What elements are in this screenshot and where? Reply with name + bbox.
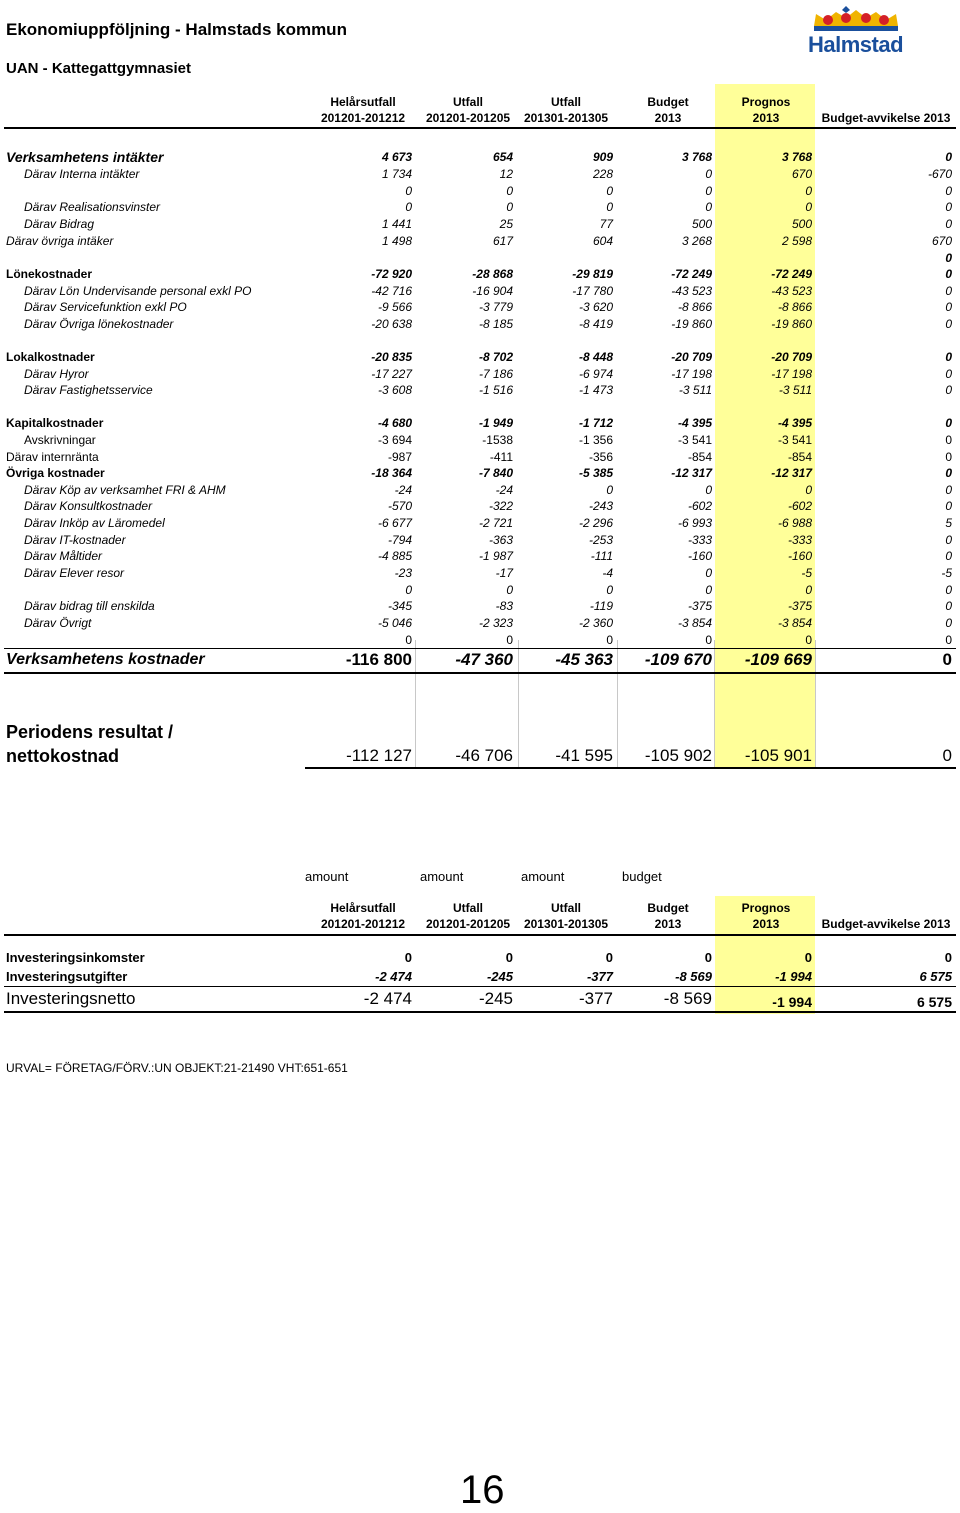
row-value: -794 xyxy=(387,533,412,547)
amount-type-label: amount xyxy=(521,869,565,884)
row-value: -2 296 xyxy=(578,516,613,530)
row-value: 0 xyxy=(405,633,412,647)
invest-net-value: -1 994 xyxy=(772,994,812,1010)
row-value: 0 xyxy=(945,367,952,381)
row-value: -1538 xyxy=(482,433,513,447)
row-value: 0 xyxy=(705,167,712,181)
row-value: -29 819 xyxy=(572,267,613,281)
row-label: Därav internränta xyxy=(6,450,99,464)
row-value: 2 598 xyxy=(781,234,812,248)
row-value: 0 xyxy=(945,533,952,547)
row-value: 0 xyxy=(945,466,952,480)
row-label: Därav Måltider xyxy=(24,549,103,563)
invest-row-label: Investeringsinkomster xyxy=(6,950,145,965)
row-value: 0 xyxy=(606,633,613,647)
row-value: 0 xyxy=(705,583,712,597)
row-value: -411 xyxy=(489,450,513,464)
row-value: -6 988 xyxy=(777,516,812,530)
invest-row-value: -245 xyxy=(486,969,513,984)
row-value: -333 xyxy=(687,533,712,547)
row-value: -8 702 xyxy=(478,350,513,364)
invest-row-value: 0 xyxy=(704,950,712,965)
row-value: -345 xyxy=(387,599,412,613)
row-value: 617 xyxy=(492,234,513,248)
row-value: -19 860 xyxy=(771,317,812,331)
invest-net-label: Investeringsnetto xyxy=(6,989,136,1008)
result-rule xyxy=(305,767,956,769)
row-label: Därav Övrigt xyxy=(24,616,92,630)
row-value: 0 xyxy=(945,284,952,298)
column-header-line2: 2013 xyxy=(654,111,682,125)
row-value: 670 xyxy=(791,167,812,181)
row-value: 0 xyxy=(945,317,952,331)
row-value: -72 920 xyxy=(371,267,412,281)
row-value: -9 566 xyxy=(377,300,412,314)
row-label: Därav Realisationsvinster xyxy=(24,200,161,214)
row-value: -1 516 xyxy=(478,383,513,397)
invest-row-value: -1 994 xyxy=(775,969,812,984)
total-costs-value: 0 xyxy=(942,650,952,669)
row-value: 0 xyxy=(945,499,952,513)
logo-text: Halmstad xyxy=(808,32,904,57)
row-value: -4 xyxy=(602,566,613,580)
row-value: -20 835 xyxy=(371,350,412,364)
row-value: -356 xyxy=(588,450,613,464)
row-value: -6 677 xyxy=(377,516,412,530)
row-label: Därav Interna intäkter xyxy=(24,167,140,181)
amount-type-label: amount xyxy=(305,869,349,884)
row-label: Därav Inköp av Läromedel xyxy=(24,516,165,530)
row-value: 0 xyxy=(705,633,712,647)
row-value: 0 xyxy=(945,450,952,464)
row-label: Avskrivningar xyxy=(24,433,96,447)
row-value: -1 949 xyxy=(478,416,513,430)
invest-row-value: 0 xyxy=(404,950,412,965)
page-number: 16 xyxy=(460,1468,505,1512)
row-value: 77 xyxy=(599,217,613,231)
total-costs-value: -45 363 xyxy=(555,650,613,669)
row-value: -28 868 xyxy=(472,267,513,281)
row-value: -72 249 xyxy=(771,267,812,281)
row-value: -4 395 xyxy=(677,416,712,430)
row-value: 0 xyxy=(805,184,812,198)
column-header-line1: Helårsutfall xyxy=(330,95,396,109)
row-value: -333 xyxy=(787,533,812,547)
row-value: -4 680 xyxy=(377,416,412,430)
row-label: Därav Konsultkostnader xyxy=(24,499,153,513)
invest-row-value: 0 xyxy=(505,950,513,965)
invest-header-line1: Utfall xyxy=(453,901,483,915)
row-value: 5 xyxy=(945,516,952,530)
row-value: 0 xyxy=(805,483,812,497)
row-value: 909 xyxy=(592,150,613,164)
row-value: -3 541 xyxy=(777,433,812,447)
invest-net-value: 6 575 xyxy=(916,994,952,1010)
row-value: 3 768 xyxy=(781,150,812,164)
row-value: -12 317 xyxy=(771,466,812,480)
row-value: 654 xyxy=(492,150,513,164)
row-value: 0 xyxy=(945,599,952,613)
row-value: 0 xyxy=(705,483,712,497)
row-label: Därav Köp av verksamhet FRI & AHM xyxy=(24,483,226,497)
row-value: 0 xyxy=(705,566,712,580)
row-value: 3 768 xyxy=(681,150,712,164)
row-value: -20 709 xyxy=(771,350,812,364)
invest-net-bottom-rule xyxy=(4,1011,956,1013)
row-value: -8 866 xyxy=(777,300,812,314)
result-value: -112 127 xyxy=(346,746,412,765)
row-label: Därav bidrag till enskilda xyxy=(24,599,155,613)
row-value: 670 xyxy=(931,234,952,248)
invest-header-line2: 201201-201212 xyxy=(320,917,406,931)
invest-header-line2: 2013 xyxy=(752,917,780,931)
invest-header-rule xyxy=(4,934,956,936)
row-value: -3 854 xyxy=(777,616,812,630)
row-value: -18 364 xyxy=(371,466,412,480)
invest-header-line2: Budget-avvikelse 2013 xyxy=(821,917,951,931)
row-value: -24 xyxy=(495,483,513,497)
row-value: -3 541 xyxy=(677,433,712,447)
row-value: -3 854 xyxy=(677,616,712,630)
row-value: -20 638 xyxy=(371,317,412,331)
row-value: 0 xyxy=(805,583,812,597)
result-value: -105 901 xyxy=(744,746,812,765)
row-value: -3 694 xyxy=(377,433,412,447)
row-value: -2 360 xyxy=(578,616,613,630)
column-header-line2: 201201-201205 xyxy=(425,111,511,125)
row-value: -16 904 xyxy=(472,284,513,298)
row-value: 228 xyxy=(592,167,613,181)
amount-type-label: budget xyxy=(622,869,662,884)
row-value: 3 268 xyxy=(681,234,712,248)
row-value: 0 xyxy=(606,200,613,214)
row-value: 0 xyxy=(945,416,952,430)
row-value: -987 xyxy=(387,450,412,464)
row-value: -363 xyxy=(488,533,513,547)
column-header-line2: Budget-avvikelse 2013 xyxy=(821,111,951,125)
row-value: -8 185 xyxy=(478,317,513,331)
row-value: -1 473 xyxy=(578,383,613,397)
row-value: 0 xyxy=(945,300,952,314)
row-value: 0 xyxy=(606,184,613,198)
row-value: 0 xyxy=(945,549,952,563)
row-value: 25 xyxy=(499,217,513,231)
row-value: 500 xyxy=(691,217,712,231)
row-label: Lönekostnader xyxy=(6,267,93,281)
row-value: -8 448 xyxy=(578,350,613,364)
row-value: 0 xyxy=(705,200,712,214)
header-rule xyxy=(4,127,956,129)
row-value: -3 779 xyxy=(478,300,513,314)
row-value: -8 419 xyxy=(578,317,613,331)
row-label: Övriga kostnader xyxy=(6,466,105,480)
row-value: -6 974 xyxy=(578,367,613,381)
row-label: Därav Bidrag xyxy=(24,217,95,231)
row-value: -8 866 xyxy=(677,300,712,314)
row-value: -3 511 xyxy=(778,383,812,397)
row-value: -3 511 xyxy=(678,383,712,397)
row-value: -72 249 xyxy=(671,267,712,281)
invest-header-line2: 201301-201305 xyxy=(523,917,609,931)
row-label: Därav Fastighetsservice xyxy=(24,383,153,397)
row-value: -160 xyxy=(687,549,712,563)
row-value: -83 xyxy=(495,599,513,613)
row-label: Verksamhetens intäkter xyxy=(6,149,164,165)
row-value: 0 xyxy=(606,483,613,497)
row-label: Därav Övriga lönekostnader xyxy=(24,317,174,331)
row-value: -17 227 xyxy=(371,367,412,381)
total-bottom-rule xyxy=(4,672,956,674)
row-value: -1 356 xyxy=(578,433,613,447)
row-value: 0 xyxy=(805,633,812,647)
row-value: 500 xyxy=(791,217,812,231)
page-subtitle: UAN - Kattegattgymnasiet xyxy=(6,60,192,77)
crown-hearts-icon xyxy=(806,4,910,34)
row-value: 12 xyxy=(499,167,513,181)
row-value: 0 xyxy=(945,251,952,265)
row-value: -1 987 xyxy=(478,549,513,563)
column-header-line1: Utfall xyxy=(453,95,483,109)
row-label: Därav övriga intäker xyxy=(6,234,114,248)
row-value: -42 716 xyxy=(371,284,412,298)
row-value: -17 780 xyxy=(572,284,613,298)
row-label: Kapitalkostnader xyxy=(6,416,104,430)
row-value: 0 xyxy=(945,184,952,198)
invest-net-value: -377 xyxy=(578,989,613,1008)
row-value: 0 xyxy=(506,200,513,214)
row-value: -119 xyxy=(589,599,613,613)
total-costs-value: -109 670 xyxy=(644,650,712,669)
row-value: 0 xyxy=(606,583,613,597)
row-value: -111 xyxy=(590,549,613,563)
total-costs-label: Verksamhetens kostnader xyxy=(6,651,205,668)
column-header-line2: 2013 xyxy=(752,111,780,125)
row-value: -1 712 xyxy=(578,416,613,430)
invest-net-value: -2 474 xyxy=(363,989,412,1008)
row-value: 4 673 xyxy=(381,150,412,164)
row-value: 0 xyxy=(945,383,952,397)
row-value: -17 xyxy=(495,566,513,580)
result-value: -105 902 xyxy=(644,746,712,765)
row-value: 0 xyxy=(945,433,952,447)
invest-row-value: -8 569 xyxy=(675,969,712,984)
result-label-1: Periodens resultat / xyxy=(6,722,174,742)
row-value: 0 xyxy=(945,150,952,164)
row-value: -375 xyxy=(787,599,812,613)
row-value: -19 860 xyxy=(671,317,712,331)
row-value: 0 xyxy=(945,200,952,214)
row-value: 0 xyxy=(506,184,513,198)
result-label-2: nettokostnad xyxy=(6,746,120,766)
row-value: -2 721 xyxy=(478,516,513,530)
row-value: -243 xyxy=(588,499,613,513)
invest-header-line1: Helårsutfall xyxy=(330,901,396,915)
halmstad-logo xyxy=(806,4,910,58)
amount-type-label: amount xyxy=(420,869,464,884)
row-value: 0 xyxy=(506,633,513,647)
invest-row-value: 0 xyxy=(944,950,952,965)
column-header-line1: Prognos xyxy=(741,95,791,109)
row-value: -5 046 xyxy=(377,616,412,630)
row-value: -6 993 xyxy=(677,516,712,530)
row-value: -5 xyxy=(801,566,812,580)
row-value: -854 xyxy=(787,450,812,464)
row-value: -12 317 xyxy=(671,466,712,480)
row-value: -570 xyxy=(387,499,412,513)
result-value: -46 706 xyxy=(455,746,513,765)
row-label: Därav Elever resor xyxy=(24,566,125,580)
invest-net-value: -245 xyxy=(478,989,513,1008)
row-label: Därav Servicefunktion exkl PO xyxy=(24,300,187,314)
row-value: 0 xyxy=(405,184,412,198)
row-label: Därav Lön Undervisande personal exkl PO xyxy=(24,284,252,298)
invest-net-top-rule xyxy=(4,986,956,987)
row-value: 0 xyxy=(405,583,412,597)
invest-net-value: -8 569 xyxy=(663,989,712,1008)
row-label: Lokalkostnader xyxy=(6,350,95,364)
total-costs-value: -47 360 xyxy=(455,650,513,669)
invest-row-value: 0 xyxy=(804,950,812,965)
row-value: -17 198 xyxy=(671,367,712,381)
page-title: Ekonomiuppföljning - Halmstads kommun xyxy=(6,20,347,39)
row-value: -4 885 xyxy=(377,549,412,563)
row-value: -854 xyxy=(687,450,712,464)
row-value: 1 441 xyxy=(381,217,412,231)
row-value: -5 385 xyxy=(578,466,613,480)
row-value: -602 xyxy=(687,499,712,513)
row-value: 0 xyxy=(506,583,513,597)
row-value: -7 840 xyxy=(478,466,513,480)
row-value: -4 395 xyxy=(777,416,812,430)
invest-header-line1: Prognos xyxy=(741,901,791,915)
column-header-line1: Budget xyxy=(647,95,689,109)
invest-header-line2: 201201-201205 xyxy=(425,917,511,931)
row-value: -253 xyxy=(588,533,613,547)
total-costs-value: -109 669 xyxy=(744,650,812,669)
row-value: 604 xyxy=(592,234,613,248)
footer-selection: URVAL= FÖRETAG/FÖRV.:UN OBJEKT:21-21490 VHT:651-651 xyxy=(6,1061,348,1075)
invest-row-value: -377 xyxy=(586,969,613,984)
row-value: -322 xyxy=(488,499,513,513)
row-value: 0 xyxy=(945,483,952,497)
row-value: -3 620 xyxy=(578,300,613,314)
row-value: -43 523 xyxy=(671,284,712,298)
row-label: Därav IT-kostnader xyxy=(24,533,126,547)
row-value: 0 xyxy=(705,184,712,198)
row-value: -160 xyxy=(787,549,812,563)
row-value: -23 xyxy=(394,566,412,580)
column-header-line2: 201201-201212 xyxy=(320,111,406,125)
invest-header-line1: Budget xyxy=(647,901,689,915)
row-value: -24 xyxy=(394,483,412,497)
row-value: -2 323 xyxy=(478,616,513,630)
row-value: -17 198 xyxy=(771,367,812,381)
row-value: -20 709 xyxy=(671,350,712,364)
invest-header-line1: Utfall xyxy=(551,901,581,915)
row-value: 0 xyxy=(945,583,952,597)
row-value: 0 xyxy=(945,217,952,231)
row-label: Därav Hyror xyxy=(24,367,89,381)
total-costs-value: -116 800 xyxy=(345,650,412,669)
row-value: -375 xyxy=(687,599,712,613)
total-top-rule xyxy=(4,648,956,649)
invest-row-label: Investeringsutgifter xyxy=(6,969,128,984)
row-value: 0 xyxy=(945,267,952,281)
row-value: 0 xyxy=(945,350,952,364)
row-value: 0 xyxy=(945,616,952,630)
row-value: 1 734 xyxy=(381,167,412,181)
row-value: 0 xyxy=(945,633,952,647)
column-header-line1: Utfall xyxy=(551,95,581,109)
row-value: 0 xyxy=(405,200,412,214)
row-value: -43 523 xyxy=(771,284,812,298)
row-value: 0 xyxy=(805,200,812,214)
invest-row-value: -2 474 xyxy=(375,969,412,984)
row-value: -3 608 xyxy=(377,383,412,397)
row-value: -602 xyxy=(787,499,812,513)
row-value: -670 xyxy=(927,167,952,181)
invest-row-value: 6 575 xyxy=(919,969,952,984)
row-value: 1 498 xyxy=(381,234,412,248)
row-value: -5 xyxy=(941,566,952,580)
column-header-line2: 201301-201305 xyxy=(523,111,609,125)
row-value: -7 186 xyxy=(478,367,513,381)
invest-header-line2: 2013 xyxy=(654,917,682,931)
result-value: 0 xyxy=(942,746,952,765)
result-value: -41 595 xyxy=(555,746,613,765)
invest-row-value: 0 xyxy=(605,950,613,965)
